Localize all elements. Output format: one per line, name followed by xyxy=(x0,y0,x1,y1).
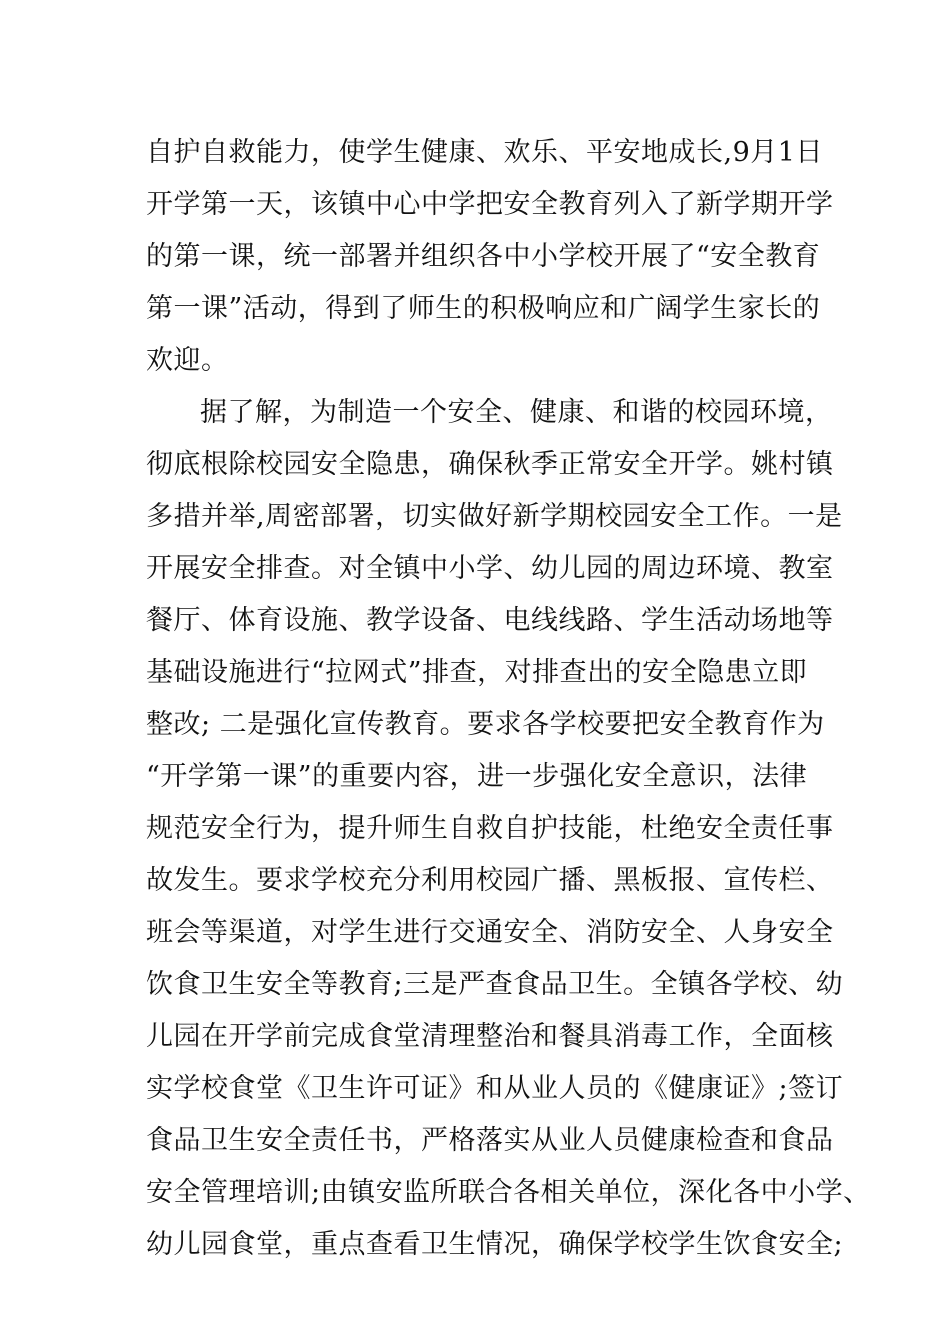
paragraph-1 xyxy=(146,127,836,387)
text-line: 规范安全行为，提升师生自救自护技能，杜绝安全责任事 xyxy=(146,813,834,844)
text-line: 整改; 二是强化宣传教育。要求各学校要把安全教育作为 xyxy=(146,709,825,740)
text-line: 儿园在开学前完成食堂清理整治和餐具消毒工作，全面核 xyxy=(146,1021,834,1052)
text-line: 开学第一天，该镇中心中学把安全教育列入了新学期开学 xyxy=(146,189,834,220)
text-line: 欢迎。 xyxy=(146,345,229,376)
text-line: 班会等渠道，对学生进行交通安全、消防安全、人身安全 xyxy=(146,917,834,948)
text-line: 食品卫生安全责任书，严格落实从业人员健康检查和食品 xyxy=(146,1125,834,1156)
text-line: 基础设施进行“拉网式”排查，对排查出的安全隐患立即 xyxy=(146,657,808,688)
text-line: “开学第一课”的重要内容，进一步强化安全意识，法律 xyxy=(146,761,808,792)
text-line: 饮食卫生安全等教育;三是严查食品卫生。全镇各学校、幼 xyxy=(146,969,844,1000)
text-line: 多措并举,周密部署，切实做好新学期校园安全工作。一是 xyxy=(146,501,843,532)
text-line: 幼儿园食堂，重点查看卫生情况，确保学校学生饮食安全; xyxy=(146,1229,844,1260)
text-line: 实学校食堂《卫生许可证》和从业人员的《健康证》;签订 xyxy=(146,1073,844,1104)
text-line: 彻底根除校园安全隐患，确保秋季正常安全开学。姚村镇 xyxy=(146,449,834,480)
text-line: 安全管理培训;由镇安监所联合各相关单位，深化各中小学、 xyxy=(146,1177,871,1208)
text-line: 第一课”活动，得到了师生的积极响应和广阔学生家长的 xyxy=(146,293,821,324)
text-line: 开展安全排查。对全镇中小学、幼儿园的周边环境、教室 xyxy=(146,553,834,584)
paragraph-2 xyxy=(146,387,871,1271)
text-line: 自护自救能力，使学生健康、欢乐、平安地成长,9月1日 xyxy=(146,137,823,168)
text-line: 据了解，为制造一个安全、健康、和谐的校园环境， xyxy=(200,397,833,428)
text-line: 餐厅、体育设施、教学设备、电线线路、学生活动场地等 xyxy=(146,605,834,636)
text-line: 故发生。要求学校充分利用校园广播、黑板报、宣传栏、 xyxy=(146,865,834,896)
body-text xyxy=(146,127,871,1271)
text-line: 的第一课，统一部署并组织各中小学校开展了“安全教育 xyxy=(146,241,821,272)
